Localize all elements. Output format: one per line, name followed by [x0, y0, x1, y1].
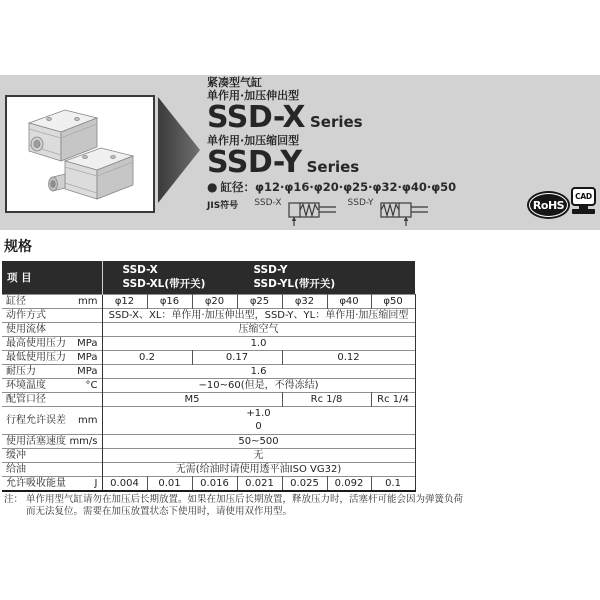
spec-heading: 规格: [4, 239, 32, 255]
series-title-y: [207, 147, 456, 179]
table-row: [2, 434, 415, 448]
value-cell: 0.01: [147, 476, 192, 491]
header-band: [0, 75, 600, 230]
jis-heading: JIS符号: [207, 201, 239, 211]
group-header-ssd-x: [123, 263, 206, 291]
row-label-cell: 缓冲: [2, 448, 102, 462]
value-cell: 无需(给油时请使用透平油ISO VG32): [102, 462, 415, 476]
value-cell: 0.021: [237, 476, 282, 491]
item-header-cell: 项 目: [2, 261, 102, 294]
value-cell: +1.0 0: [102, 406, 415, 434]
series-name-y: SSD-Y: [207, 145, 302, 180]
bore-sizes-line: [207, 180, 456, 195]
row-label-cell: 耐压力 MPa: [2, 364, 102, 378]
table-row: [2, 322, 415, 336]
spec-table: [2, 261, 416, 492]
footnote-body: [26, 494, 463, 517]
row-label-cell: 最低使用压力 MPa: [2, 350, 102, 364]
value-cell: 压缩空气: [102, 322, 415, 336]
group-x-line2: SSD-XL(带开关): [122, 278, 206, 291]
row-label-cell: 环境温度 °C: [2, 378, 102, 392]
value-cell: 0.004: [102, 476, 147, 491]
table-row: [2, 406, 415, 434]
group-header-ssd-y: [253, 263, 335, 291]
table-row: [2, 392, 415, 406]
value-cell: φ16: [147, 294, 192, 308]
series-suffix-x: Series: [309, 113, 363, 131]
value-cell: 0.1: [371, 476, 415, 491]
table-row: [2, 448, 415, 462]
value-cell: 0.2: [102, 350, 192, 364]
group-y-line2: SSD-YL(带开关): [253, 278, 336, 291]
value-cell: 0.016: [192, 476, 237, 491]
value-cell: φ12: [102, 294, 147, 308]
value-cell: φ50: [371, 294, 415, 308]
value-cell: 1.0: [102, 336, 415, 350]
row-label-cell: 缸径 mm: [2, 294, 102, 308]
title-block: [207, 76, 456, 227]
row-label-cell: 行程允许误差 mm: [2, 406, 102, 434]
rohs-badge-label: RoHS: [532, 198, 565, 212]
row-label-cell: 允许吸收能量 J: [2, 476, 102, 491]
cad-badge-label: CAD: [575, 192, 592, 201]
spec-table-body: [2, 294, 415, 491]
arrow-right-icon: [158, 97, 202, 207]
footnote-line1: 单作用型气缸请勿在加压后长期放置。如果在加压后长期放置，释放压力时，活塞杆可能会因为弹簧负荷: [26, 494, 464, 505]
table-row: [2, 308, 415, 322]
table-row: [2, 476, 415, 491]
table-row: [2, 294, 415, 308]
table-row: [2, 462, 415, 476]
value-cell: Rc 1/4: [371, 392, 415, 406]
action-type-x: 单作用·加压伸出型: [207, 89, 300, 102]
value-cell: 1.6: [102, 364, 415, 378]
value-cell: SSD-X、XL：单作用·加压伸出型，SSD-Y、YL：单作用·加压缩回型: [102, 308, 415, 322]
jis-symbols-row: [207, 198, 456, 227]
row-label-cell: 使用活塞速度 mm/s: [2, 434, 102, 448]
value-cell: φ40: [327, 294, 371, 308]
value-cell: 0.092: [327, 476, 371, 491]
value-cell: 无: [102, 448, 415, 462]
row-label-cell: 配管口径: [2, 392, 102, 406]
product-photo-frame: [5, 95, 155, 213]
product-category: 紧凑型气缸: [207, 76, 262, 89]
rohs-badge: [527, 191, 570, 219]
footnote: [4, 494, 474, 517]
bullet-icon: ●: [207, 180, 218, 194]
group-x-line1: SSD-X: [122, 264, 158, 277]
value-cell: φ25: [237, 294, 282, 308]
table-row: [2, 350, 415, 364]
value-cell: 0.17: [192, 350, 282, 364]
value-cell: 0.025: [282, 476, 327, 491]
jis-symbol-ssd-y-icon: [380, 201, 430, 227]
value-cell: φ32: [282, 294, 327, 308]
footnote-prefix: 注：: [4, 494, 24, 505]
value-cell: 50~500: [102, 434, 415, 448]
series-suffix-y: Series: [306, 158, 360, 176]
row-label-cell: 使用流体: [2, 322, 102, 336]
product-photo: [7, 97, 153, 211]
value-cell: M5: [102, 392, 282, 406]
group-y-line1: SSD-Y: [253, 264, 288, 277]
jis-symbol-ssd-x-icon: [288, 201, 338, 227]
table-row: [2, 378, 415, 392]
row-label-cell: 最高使用压力 MPa: [2, 336, 102, 350]
value-cell: −10~60(但是，不得冻结): [102, 378, 415, 392]
row-label-cell: 给油: [2, 462, 102, 476]
monitor-base: [572, 209, 595, 214]
table-row: [2, 364, 415, 378]
footnote-line2: 而无法复位。需要在加压放置状态下使用时，请使用双作用型。: [26, 505, 293, 517]
action-type-y: 单作用·加压缩回型: [207, 134, 300, 147]
series-group-header-cell: [102, 261, 415, 294]
jis-label-ssd-y: SSD-Y: [347, 198, 374, 208]
series-title-x: [207, 102, 456, 134]
series-name-x: SSD-X: [207, 100, 305, 135]
value-cell: Rc 1/8: [282, 392, 371, 406]
table-row: [2, 336, 415, 350]
cad-badge: [571, 187, 596, 214]
row-label-cell: 动作方式: [2, 308, 102, 322]
table-header-row: [2, 261, 415, 294]
monitor-icon: [571, 187, 596, 206]
jis-label-ssd-x: SSD-X: [254, 198, 282, 208]
value-cell: 0.12: [282, 350, 415, 364]
bore-sizes-text: 缸径：φ12·φ16·φ20·φ25·φ32·φ40·φ50: [220, 180, 457, 194]
value-cell: φ20: [192, 294, 237, 308]
